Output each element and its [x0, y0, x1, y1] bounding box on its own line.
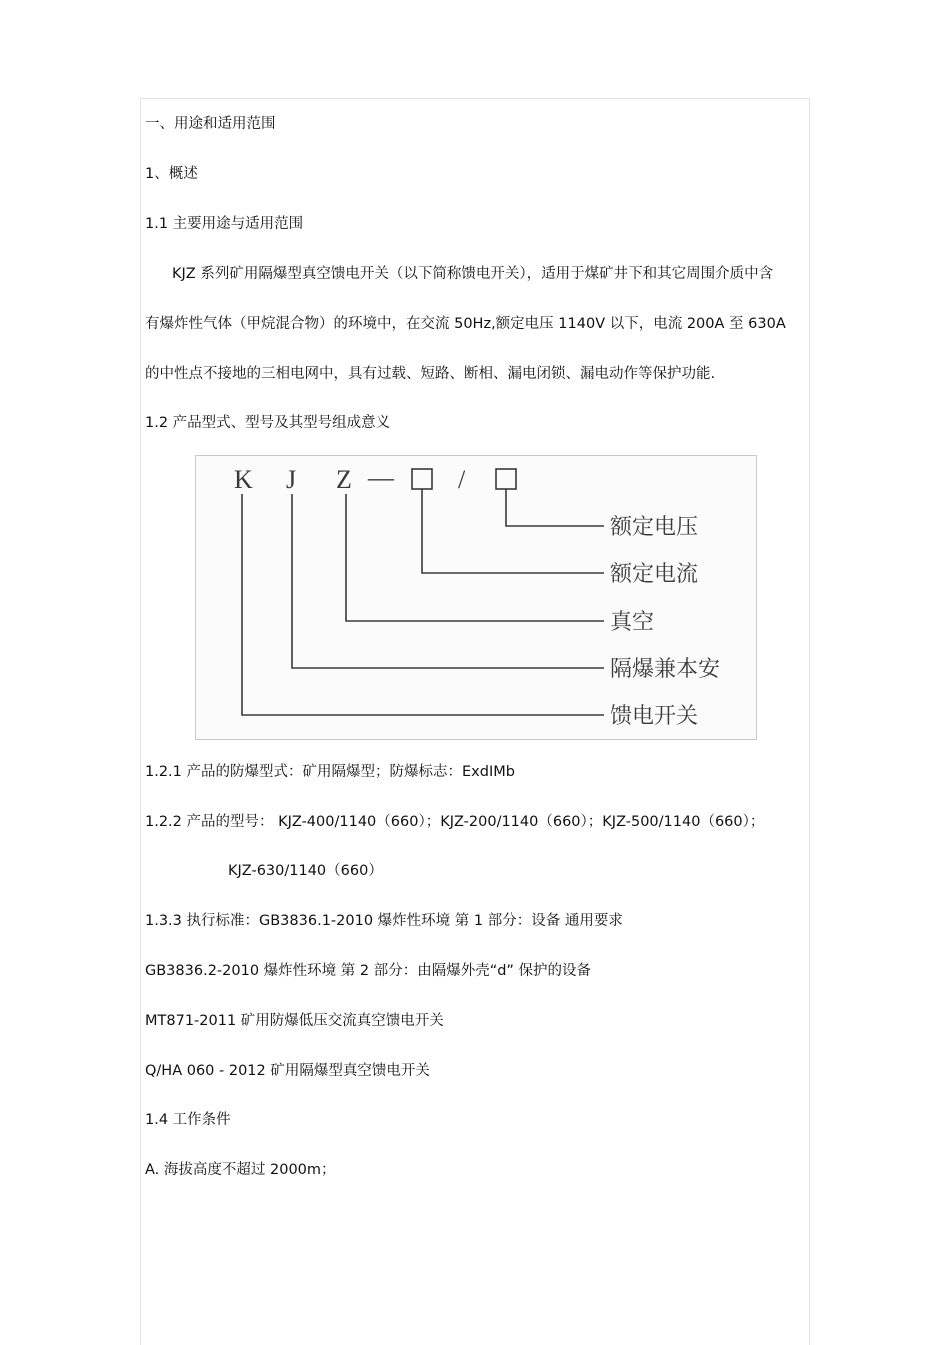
code-dash: —	[368, 463, 394, 492]
label-vacuum: 真空	[610, 610, 655, 635]
code-letter-j: J	[286, 465, 297, 494]
paragraph-line: 有爆炸性气体（甲烷混合物）的环境中，在交流 50Hz,额定电压 1140V 以下，电流 200A 至 630A	[145, 316, 786, 332]
paragraph-line: 的中性点不接地的三相电网中，具有过载、短路、断相、漏电闭锁、漏电动作等保护功能.	[145, 366, 716, 382]
leader-voltage	[506, 489, 604, 526]
section-heading: 一、用途和适用范围	[145, 116, 276, 132]
subsection-heading: 1.4 工作条件	[145, 1112, 231, 1128]
code-slash: /	[458, 465, 466, 494]
label-rated-voltage: 额定电压	[610, 515, 699, 540]
subsection-heading: 1、概述	[145, 166, 198, 182]
code-letter-z: Z	[336, 465, 352, 494]
spec-line: 1.2.1 产品的防爆型式：矿用隔爆型；防爆标志：ExdIMb	[145, 764, 515, 780]
model-code-diagram-svg	[196, 456, 756, 739]
condition-line: A. 海拔高度不超过 2000m；	[145, 1162, 336, 1178]
leader-flameproof	[292, 494, 604, 668]
code-letter-k: K	[234, 465, 253, 494]
placeholder-box-current	[412, 469, 432, 489]
label-rated-current: 额定电流	[610, 562, 699, 587]
spec-line: MT871-2011 矿用防爆低压交流真空馈电开关	[145, 1013, 444, 1029]
label-flameproof-intrinsic: 隔爆兼本安	[610, 657, 721, 682]
spec-line: Q/HA 060 - 2012 矿用隔爆型真空馈电开关	[145, 1063, 430, 1079]
subsection-heading: 1.2 产品型式、型号及其型号组成意义	[145, 415, 391, 431]
paragraph-line: KJZ 系列矿用隔爆型真空馈电开关（以下简称馈电开关），适用于煤矿井下和其它周围介质中含	[172, 266, 774, 282]
spec-line: 1.2.2 产品的型号： KJZ-400/1140（660）；KJZ-200/1140（660）；KJZ-500/1140（660）；	[145, 814, 765, 830]
leader-vacuum	[346, 494, 604, 621]
leader-current	[422, 489, 604, 573]
leader-feeder	[242, 494, 604, 715]
model-code-diagram	[195, 455, 757, 740]
spec-line: GB3836.2-2010 爆炸性环境 第 2 部分：由隔爆外壳“d” 保护的设备	[145, 963, 592, 979]
spec-line: 1.3.3 执行标准：GB3836.1-2010 爆炸性环境 第 1 部分：设备 通用要求	[145, 913, 623, 929]
spec-line: KJZ-630/1140（660）	[228, 863, 383, 879]
subsection-heading: 1.1 主要用途与适用范围	[145, 216, 304, 232]
label-feeder-switch: 馈电开关	[610, 704, 699, 729]
placeholder-box-voltage	[496, 469, 516, 489]
